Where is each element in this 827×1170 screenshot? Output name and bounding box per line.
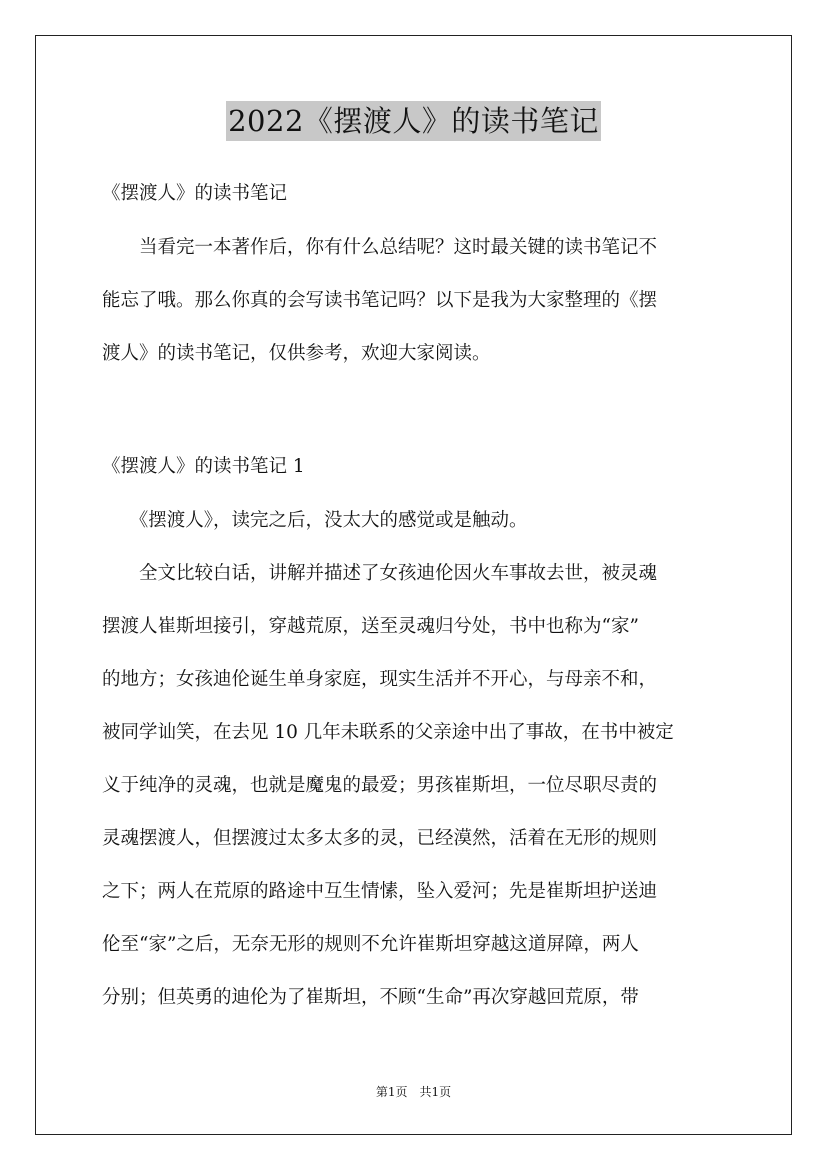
section-heading: 《摆渡人》的读书笔记 1 <box>102 456 305 477</box>
document-title: 2022《摆渡人》的读书笔记 <box>226 101 601 141</box>
body-line-6: 灵魂摆渡人，但摆渡过太多太多的灵，已经漠然，活着在无形的规则 <box>102 828 658 849</box>
body-line-2: 摆渡人崔斯坦接引，穿越荒原，送至灵魂归兮处，书中也称为“家” <box>102 616 639 637</box>
section-first-line: 《摆渡人》，读完之后，没太大的感觉或是触动。 <box>102 510 528 531</box>
body-line-3: 的地方；女孩迪伦诞生单身家庭，现实生活并不开心，与母亲不和， <box>102 669 658 690</box>
title-container <box>0 101 827 141</box>
intro-line-2: 能忘了哦。那么你真的会写读书笔记吗？以下是我为大家整理的《摆 <box>102 290 658 311</box>
body-line-5: 义于纯净的灵魂，也就是魔鬼的最爱；男孩崔斯坦，一位尽职尽责的 <box>102 775 658 796</box>
intro-line-3: 渡人》的读书笔记，仅供参考，欢迎大家阅读。 <box>102 343 491 364</box>
body-line-1: 全文比较白话，讲解并描述了女孩迪伦因火车事故去世，被灵魂 <box>102 563 658 584</box>
body-line-7: 之下；两人在荒原的路途中互生情愫，坠入爱河；先是崔斯坦护送迪 <box>102 881 658 902</box>
body-line-8: 伦至“家”之后，无奈无形的规则不允许崔斯坦穿越这道屏障，两人 <box>102 934 639 955</box>
body-line-9: 分别；但英勇的迪伦为了崔斯坦，不顾“生命”再次穿越回荒原，带 <box>102 987 639 1008</box>
subtitle: 《摆渡人》的读书笔记 <box>102 183 288 204</box>
intro-line-1: 当看完一本著作后，你有什么总结呢？这时最关键的读书笔记不 <box>102 237 658 258</box>
body-line-4: 被同学讪笑，在去见 10 几年未联系的父亲途中出了事故，在书中被定 <box>102 722 674 743</box>
page-footer: 第1页 共1页 <box>375 1085 452 1099</box>
